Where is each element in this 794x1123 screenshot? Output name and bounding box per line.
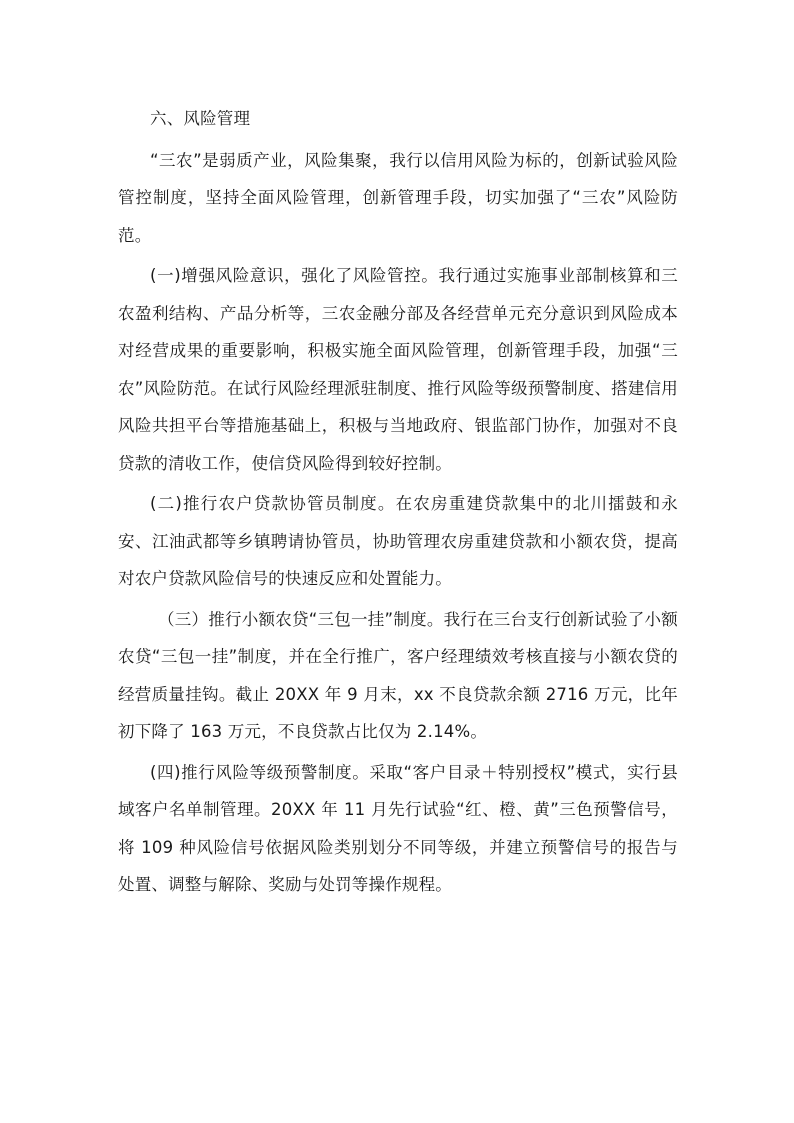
paragraph-loan-coordinator: (二)推行农户贷款协管员制度。在农房重建贷款集中的北川擂鼓和永安、江油武都等乡镇聘请协管员，协助管理农房重建贷款和小额农贷，提高对农户贷款风险信号的快速反应和处置能力。	[118, 494, 678, 588]
paragraph-microloan-system: （三）推行小额农贷“三包一挂”制度。我行在三台支行创新试验了小额农贷“三包一挂”制度，并在全行推广，客户经理绩效考核直接与小额农贷的经营质量挂钩。截止 20XX 年 9 月末，xx 不良贷款余额 2716 万元，比年初下降了 163 万元，不良贷款占比仅为 2.14%。	[118, 609, 678, 741]
section-heading: 六、风险管理	[150, 109, 251, 128]
paragraph-risk-warning: (四)推行风险等级预警制度。采取“客户目录＋特别授权”模式，实行县域客户名单制管理。20XX 年 11 月先行试验“红、橙、黄”三色预警信号，将 109 种风险信号依据风险类别划分不同等级，并建立预警信号的报告与处置、调整与解除、奖励与处罚等操作规程。	[118, 762, 678, 894]
document-body	[118, 100, 678, 904]
paragraph-risk-awareness: (一)增强风险意识，强化了风险管控。我行通过实施事业部制核算和三农盈利结构、产品分析等，三农金融分部及各经营单元充分意识到风险成本对经营成果的重要影响，积极实施全面风险管理，创新管理手段，加强“三农”风险防范。在试行风险经理派驻制度、推行风险等级预警制度、搭建信用风险共担平台等措施基础上，积极与当地政府、银监部门协作，加强对不良贷款的清收工作，使信贷风险得到较好控制。	[118, 266, 678, 473]
intro-paragraph: “三农”是弱质产业，风险集聚，我行以信用风险为标的，创新试验风险管控制度，坚持全面风险管理，创新管理手段，切实加强了“三农”风险防范。	[118, 150, 678, 245]
